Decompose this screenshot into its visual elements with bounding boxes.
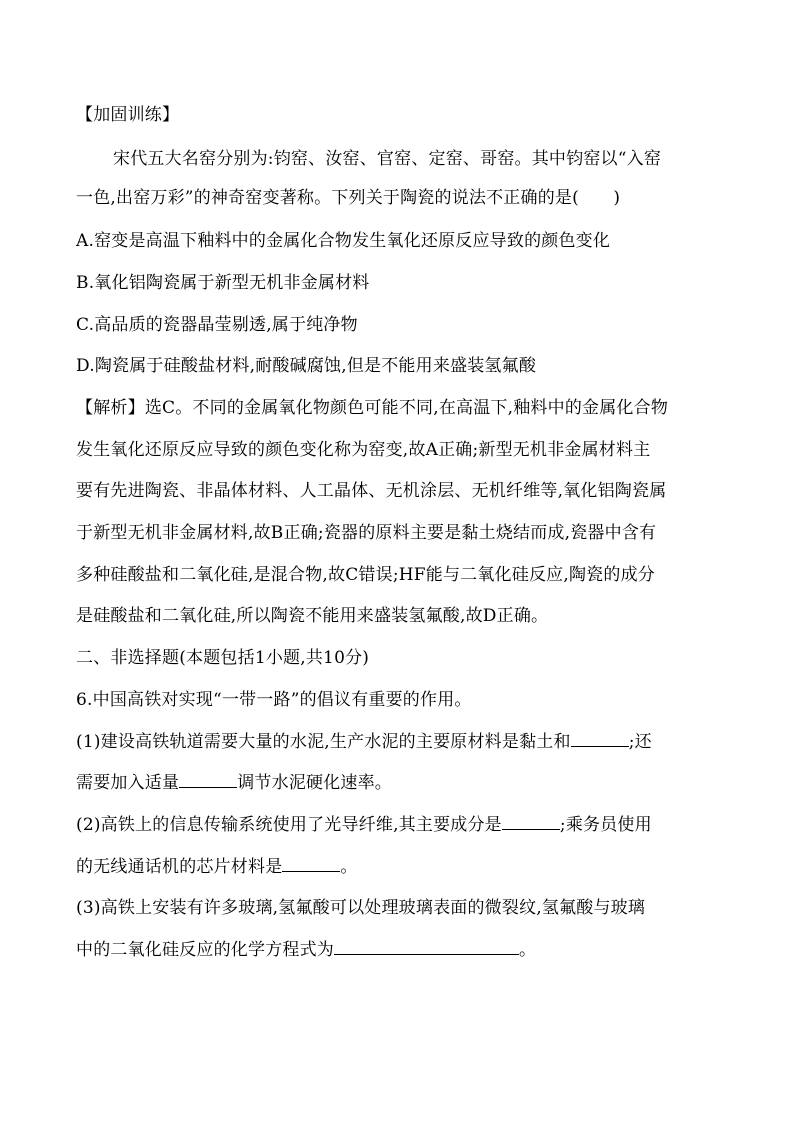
answer-blank-5[interactable]	[334, 939, 519, 955]
question6-part1-line2	[76, 772, 392, 794]
question6-part3-line2	[76, 939, 536, 961]
answer-blank-1[interactable]	[571, 731, 629, 747]
analysis-line1	[76, 397, 668, 419]
analysis-line4: 于新型无机非金属材料,故B正确;瓷器的原料主要是黏土烧结而成,瓷器中含有	[76, 523, 657, 543]
part3-text-b: 。	[519, 940, 537, 960]
analysis-label: 【解析】	[76, 398, 145, 418]
question6-stem: 6.中国高铁对实现“一带一路”的倡议有重要的作用。	[76, 690, 472, 710]
part2-text-c: 的无线通话机的芯片材料是	[76, 857, 283, 877]
reinforce-stem-line2: 一色,出窑万彩”的神奇窑变著称。下列关于陶瓷的说法不正确的是( )	[76, 188, 621, 208]
reinforce-heading: 【加固训练】	[76, 105, 180, 125]
analysis-line6: 是硅酸盐和二氧化硅,所以陶瓷不能用来盛装氢氟酸,故D正确。	[76, 606, 549, 626]
answer-blank-3[interactable]	[502, 814, 560, 830]
part1-text-c: 需要加入适量	[76, 773, 180, 793]
analysis-line2: 发生氧化还原反应导致的颜色变化称为窑变,故A正确;新型无机非金属材料主	[76, 440, 651, 460]
answer-blank-4[interactable]	[282, 856, 340, 872]
question6-part1-line1	[76, 731, 652, 753]
option-d: D.陶瓷属于硅酸盐材料,耐酸碱腐蚀,但是不能用来盛装氢氟酸	[76, 356, 537, 376]
part1-text-b: ;还	[628, 732, 652, 752]
answer-blank-2[interactable]	[179, 772, 237, 788]
option-a: A.窑变是高温下釉料中的金属化合物发生氧化还原反应导致的颜色变化	[76, 231, 611, 251]
analysis-line5: 多种硅酸盐和二氧化硅,是混合物,故C错误;HF能与二氧化硅反应,陶瓷的成分	[76, 565, 655, 585]
question6-part2-line1	[76, 814, 652, 836]
question6-part3-line1: (3)高铁上安装有许多玻璃,氢氟酸可以处理玻璃表面的微裂纹,氢氟酸与玻璃	[76, 898, 646, 918]
part1-text-d: 调节水泥硬化速率。	[237, 773, 393, 793]
analysis-text-line1: 选C。不同的金属氧化物颜色可能不同,在高温下,釉料中的金属化合物	[144, 398, 669, 418]
option-b: B.氧化铝陶瓷属于新型无机非金属材料	[76, 273, 370, 293]
option-c: C.高品质的瓷器晶莹剔透,属于纯净物	[76, 315, 358, 335]
reinforce-stem-line1: 宋代五大名窑分别为:钧窑、汝窑、官窑、定窑、哥窑。其中钧窑以“入窑	[113, 149, 662, 169]
question6-part2-line2	[76, 856, 358, 878]
part2-text-d: 。	[340, 857, 358, 877]
analysis-line3: 要有先进陶瓷、非晶体材料、人工晶体、无机涂层、无机纤维等,氧化铝陶瓷属	[76, 481, 667, 501]
part1-text-a: (1)建设高铁轨道需要大量的水泥,生产水泥的主要原材料是黏土和	[76, 732, 571, 752]
section2-heading: 二、非选择题(本题包括1小题,共10分)	[76, 648, 370, 668]
part3-text-a: 中的二氧化硅反应的化学方程式为	[76, 940, 334, 960]
part2-text-b: ;乘务员使用	[559, 815, 652, 835]
part2-text-a: (2)高铁上的信息传输系统使用了光导纤维,其主要成分是	[76, 815, 502, 835]
